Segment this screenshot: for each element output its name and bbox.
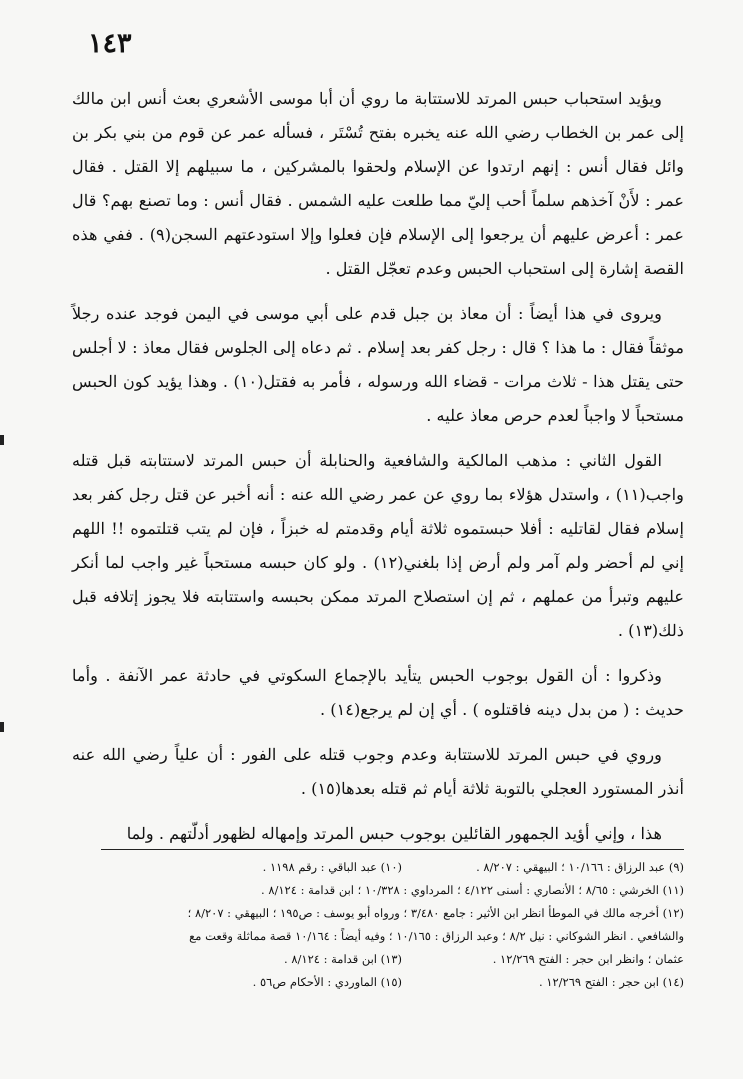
body-text [72,82,684,862]
page-number: ١٤٣ [88,28,132,59]
paragraph: هذا ، وإني أؤيد الجمهور القائلين بوجوب حبس المرتد وإمهاله لظهور أدلّتهم . ولما [126,824,662,843]
footnotes [78,856,684,994]
footnote: (١٣) ابن قدامة : ٨/١٢٤ . [284,952,402,966]
footnote: (١٢) أخرجه مالك في الموطأ انظر ابن الأثير : جامع ٣/٤٨٠ ؛ ورواه أبو يوسف : ص١٩٥ ؛ البيهقي : ٨/٢٠٧ ؛ [187,906,684,920]
footnote-row [78,948,684,971]
footnote: (١٥) الماوردي : الأحكام ص٥٦ . [252,975,402,989]
paragraph: وروي في حبس المرتد للاستتابة وعدم وجوب قتله على الفور : أن علياً رضي الله عنه أنذر المستورد العجلي بالتوبة ثلاثة أيام ثم قتله بعدها(١٥) . [72,745,684,798]
footnote: (١٠) عبد الباقي : رقم ١١٩٨ . [262,860,402,874]
footnote: (١١) الخرشي : ٨/٦٥ ؛ الأنصاري : أسنى ٤/١٢٢ ؛ المرداوي : ١٠/٣٢٨ ؛ ابن قدامة : ٨/١٢٤ . [261,883,684,897]
paragraph: ويؤيد استحباب حبس المرتد للاستتابة ما روي أن أبا موسى الأشعري بعث أنس ابن مالك إلى عمر بن الخطاب رضي الله عنه يخبره بفتح تُسْتَر ، فسأله عمر عن قوم من بني بكر بن وائل فقال أنس : إنهم ارتدوا عن الإسلام ولحقوا بالمشركين ، ما سبيلهم إلا القتل . فقال عمر : لأَنْ آخذهم سلماً أحب إليّ مما طلعت عليه الشمس . فقال أنس : وما تصنع بهم؟ قال عمر : أعرض عليهم أن يرجعوا إلى الإسلام فإن فعلوا وإلا استودعتهم السجن(٩) . ففي هذه القصة إشارة إلى استحباب الحبس وعدم تعجّل القتل . [72,89,684,278]
paragraph: ويروى في هذا أيضاً : أن معاذ بن جبل قدم على أبي موسى في اليمن فوجد عنده رجلاً موثقاً فقال : ما هذا ؟ قال : رجل كفر بعد إسلام . ثم دعاه إلى الجلوس فقال معاذ : لا أجلس حتى يقتل هذا - ثلاث مرات - قضاء الله ورسوله ، فأمر به فقتل(١٠) . وهذا يؤيد كون الحبس مستحباً لا واجباً لعدم حرص معاذ عليه . [72,304,684,425]
footnote: عثمان ؛ وانظر ابن حجر : الفتح ١٢/٢٦٩ . [492,952,684,966]
footnote: (١٤) ابن حجر : الفتح ١٢/٢٦٩ . [538,975,684,989]
paragraph: القول الثاني : مذهب المالكية والشافعية والحنابلة أن حبس المرتد لاستتابته قبل قتله واجب(١١) ، واستدل هؤلاء بما روي عن عمر رضي الله عنه : أنه أخبر عن قتل رجل كفر بعد إسلام فقال لقاتليه : أفلا حبستموه ثلاثة أيام وقدمتم له خبزاً ، فإن لم يتب قتلتموه !! اللهم إني لم أحضر ولم آمر ولم أرض إذا بلغني(١٢) . ولو كان حبسه مستحباً غير واجب لما أنكر عليهم وتبرأ من عملهم ، ثم إن استصلاح المرتد ممكن بحبسه واستتابته فلا يجوز إتلافه قبل ذلك(١٣) . [72,451,685,640]
footnote-row [78,856,684,879]
footnote-row [78,971,684,994]
footnote: والشافعي . انظر الشوكاني : نيل ٨/٢ ؛ وعبد الرزاق : ١٠/١٦٥ ؛ وفيه أيضاً : ١٠/١٦٤ قصة مماثلة وقعت مع [189,929,684,943]
paragraph: وذكروا : أن القول بوجوب الحبس يتأيد بالإجماع السكوتي في حادثة عمر الآنفة . وأما حديث : ( من بدل دينه فاقتلوه ) . أي إن لم يرجع(١٤) . [72,666,684,719]
binding-mark [0,722,4,732]
footnote-divider [101,849,684,850]
binding-mark [0,435,4,445]
footnote: (٩) عبد الرزاق : ١٠/١٦٦ ؛ البيهقي : ٨/٢٠٧ . [476,860,684,874]
